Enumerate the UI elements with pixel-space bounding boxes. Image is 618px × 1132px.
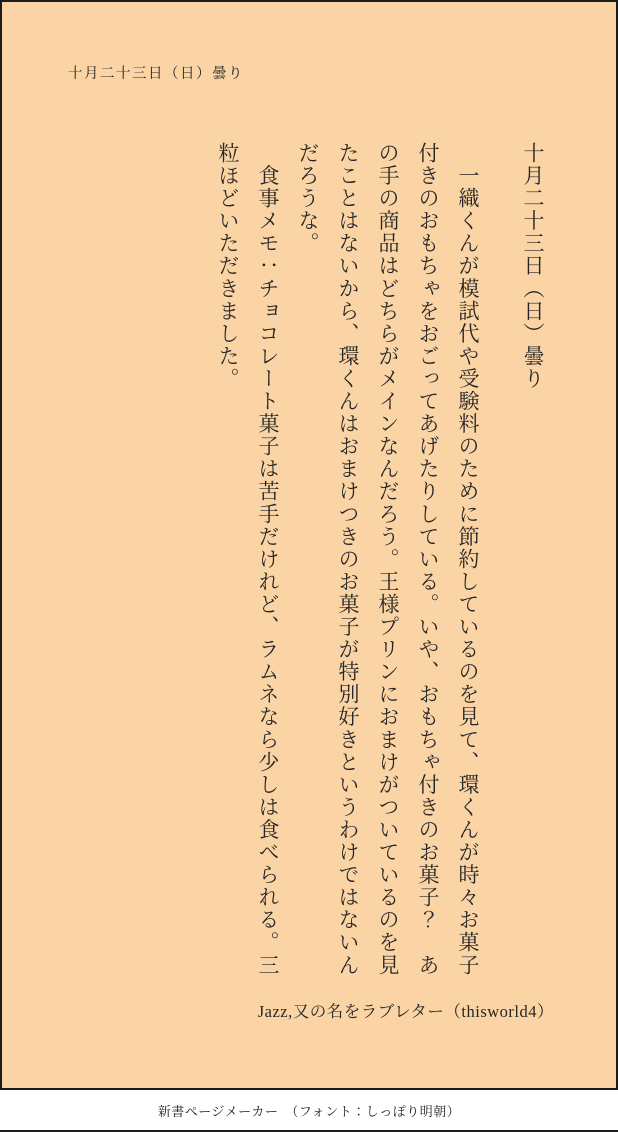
- attribution-label: Jazz,又の名をラブレター（thisworld4）: [257, 1002, 554, 1021]
- diary-paragraph-1: 一織くんが模試代や受験料のために節約しているのを見て、環くんが時々お菓子付きのおもちゃをおごってあげたりしている。いや、おもちゃ付きのお菓子？ あの手の商品はどちらがメインなんだろう。王様プリンにおまけがついているのを見たことはないから、環くんはおまけつきのお菓子が特別好きというわけではないんだろうな。: [296, 142, 480, 977]
- diary-date-line: 十月二十三日（日）曇り: [521, 142, 545, 391]
- header-date-label: 十月二十三日（日）曇り: [68, 66, 244, 82]
- diary-paragraph-2: 食事メモ：チョコレート菓子は苦手だけれど、ラムネなら少しは食べられる。三粒ほどいただきました。: [216, 142, 280, 977]
- diary-vertical-text: [208, 142, 553, 982]
- footer-generator-caption: 新書ページメーカー （フォント：しっぽり明朝）: [157, 1104, 461, 1119]
